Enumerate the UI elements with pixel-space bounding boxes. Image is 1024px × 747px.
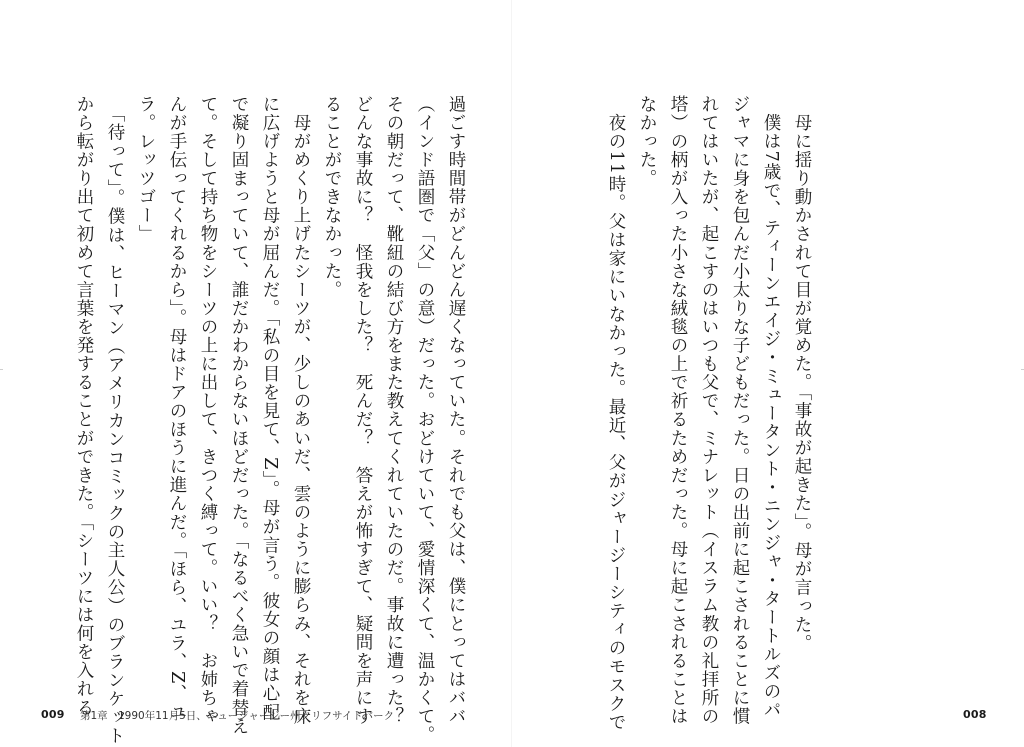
page-number-right: 008 — [963, 708, 987, 721]
chapter-title: 1990年11月5日、ニュージャージー州クリフサイドパーク — [118, 710, 395, 722]
chapter-label: 第1章 — [80, 710, 108, 722]
page-edge-mark — [0, 369, 3, 370]
right-page — [512, 0, 1024, 747]
left-page-body-text: 過ごす時間帯がどんどん遅くなっていた。それでも父は、僕にとってはババ （インド語圏で「父」の意）だった。おどけていて、愛情深くて、温かくて。 その朝だって、靴紐の結び方をまた教えてくれていたのだ。事故に遭った？ どんな事故に？ 怪我をした？ 死んだ？ 答えが怖すぎて、疑問を声にす ることができなかった。 母がめくり上げたシーツが、少しのあいだ、雲のように膨らみ、それを床 に広げようと母が屈んだ。「私の目を見て、Z」。母が言う。彼女の顔は心配 で凝り固まっていて、誰だかわからないほどだった。「なるべく急いで着替え て。そして持ち物をシーツの上に出して、きつく縛って。いい？ お姉ちゃ んが手伝ってくれるから」。母はドアのほうに進んだ。「ほら、ユラ、Z、ユ ラ。レッツゴー」 「待って」。僕は、ヒーマン（アメリカンコミックの主人公）のブランケット から転がり出て初めて言葉を発することができた。「シーツには何を入れる — [74, 95, 466, 746]
page-number-left: 009 — [41, 708, 65, 721]
right-page-body-text: 母に揺り動かされて目が覚めた。「事故が起きた」。母が言った。 僕は7歳で、ティーンエイジ・ミュータント・ニンジャ・タートルズのパ ジャマに身を包んだ小太りな子どもだった。日の出前に起こされることに慣 れてはいたが、起こすのはいつも父で、ミナレット（イスラム教の礼拝所の 塔）の柄が入った小さな絨毯の上で祈るためだった。母に起こされることは なかった。 夜の11時。父は家にいなかった。最近、父がジャージーシティのモスクで — [606, 95, 812, 732]
